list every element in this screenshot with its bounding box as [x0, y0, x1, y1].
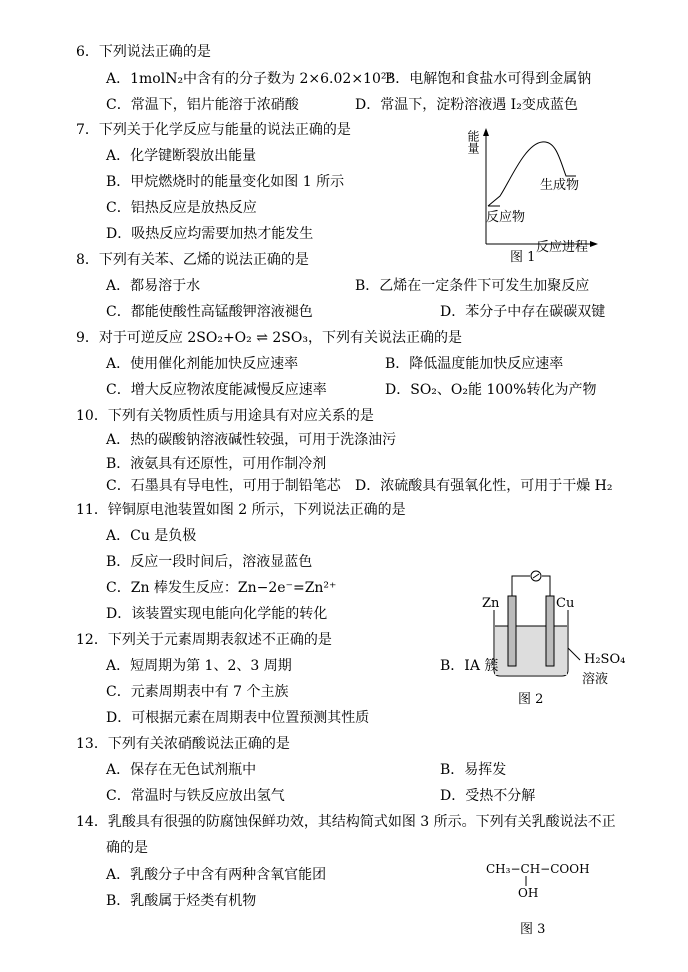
fig2-acid-label: H₂SO₄	[584, 652, 626, 667]
q12-stem: 12．下列关于元素周期表叙述不正确的是	[76, 632, 332, 648]
q12-option-a: A．短周期为第 1、2、3 周期	[106, 658, 292, 674]
q10-option-b: B．液氨具有还原性，可用作制冷剂	[106, 456, 327, 472]
fig3-formula: CH₃−CH−COOH	[486, 862, 590, 876]
q7-option-b: B．甲烷燃烧时的能量变化如图 1 所示	[106, 174, 345, 190]
q11-option-b: B．反应一段时间后，溶液显蓝色	[106, 554, 313, 570]
fig1-reactant-label: 反应物	[486, 210, 526, 225]
q12-option-b: B．ⅠA 簇	[440, 658, 499, 674]
q6-stem: 6．下列说法正确的是	[76, 44, 211, 60]
q8-stem: 8．下列有关苯、乙烯的说法正确的是	[76, 252, 309, 268]
fig3-caption: 图 3	[520, 922, 546, 937]
fig3-bond-line	[524, 876, 528, 886]
q13-option-c: C．常温时与铁反应放出氢气	[106, 788, 285, 804]
zn-electrode	[508, 596, 516, 666]
q7-stem: 7．下列关于化学反应与能量的说法正确的是	[76, 122, 351, 138]
q12-option-c: C．元素周期表中有 7 个主族	[106, 684, 289, 700]
q14-stem-line2: 确的是	[106, 840, 148, 856]
q14-stem-line1: 14．乳酸具有很强的防腐蚀保鲜功效，其结构简式如图 3 所示。下列有关乳酸说法不正	[76, 814, 616, 830]
fig1-caption: 图 1	[510, 250, 536, 265]
fig3-oh: OH	[518, 886, 539, 900]
fig2-cu-label: Cu	[556, 596, 575, 611]
q6-option-b: B．电解饱和食盐水可得到金属钠	[385, 71, 592, 87]
q6-option-d: D．常温下，淀粉溶液遇 I₂变成蓝色	[355, 97, 578, 113]
q13-stem: 13．下列有关浓硝酸说法正确的是	[76, 736, 290, 752]
q6-option-a: A．1molN₂中含有的分子数为 2×6.02×10²³	[106, 71, 393, 87]
q9-option-c: C．增大反应物浓度能减慢反应速率	[106, 382, 327, 398]
q6-option-c: C．常温下，铝片能溶于浓硝酸	[106, 97, 299, 113]
q9-option-a: A．使用催化剂能加快反应速率	[106, 356, 299, 372]
q11-stem: 11．锌铜原电池装置如图 2 所示，下列说法正确的是	[76, 502, 406, 518]
q8-option-a: A．都易溶于水	[106, 278, 201, 294]
q7-option-d: D．吸热反应均需要加热才能发生	[106, 226, 314, 242]
q11-option-d: D．该装置实现电能向化学能的转化	[106, 606, 328, 622]
q9-stem: 9．对于可逆反应 2SO₂+O₂ ⇌ 2SO₃，下列有关说法正确的是	[76, 330, 462, 346]
q10-stem: 10．下列有关物质性质与用途具有对应关系的是	[76, 408, 374, 424]
q11-option-a: A．Cu 是负极	[106, 528, 197, 544]
q9-option-d: D．SO₂、O₂能 100%转化为产物	[385, 382, 597, 398]
q13-option-a: A．保存在无色试剂瓶中	[106, 762, 257, 778]
fig2-caption: 图 2	[518, 692, 544, 707]
fig2-solution-label: 溶液	[582, 672, 609, 687]
q14-option-b: B．乳酸属于烃类有机物	[106, 893, 257, 909]
cu-electrode	[546, 596, 554, 666]
q13-option-b: B．易挥发	[440, 762, 507, 778]
q11-option-c: C．Zn 棒发生反应：Zn−2e⁻=Zn²⁺	[106, 580, 337, 596]
q8-option-c: C．都能使酸性高锰酸钾溶液褪色	[106, 304, 313, 320]
fig1-x-label: 反应进程	[536, 240, 589, 255]
q7-option-c: C．铝热反应是放热反应	[106, 200, 257, 216]
fig2-zn-label: Zn	[482, 596, 500, 611]
q8-option-d: D．苯分子中存在碳碳双键	[440, 304, 606, 320]
q9-option-b: B．降低温度能加快反应速率	[385, 356, 564, 372]
q8-option-b: B．乙烯在一定条件下可发生加聚反应	[355, 278, 590, 294]
fig1-y-label: 能量	[466, 130, 480, 154]
q10-option-d: D．浓硫酸具有强氧化性，可用于干燥 H₂	[355, 478, 613, 494]
q7-option-a: A．化学键断裂放出能量	[106, 148, 257, 164]
fig1-product-label: 生成物	[540, 178, 580, 193]
q10-option-a: A．热的碳酸钠溶液碱性较强，可用于洗涤油污	[106, 432, 397, 448]
q14-option-a: A．乳酸分子中含有两种含氧官能团	[106, 867, 327, 883]
q13-option-d: D．受热不分解	[440, 788, 536, 804]
q12-option-d: D．可根据元素在周期表中位置预测其性质	[106, 710, 370, 726]
q10-option-c: C．石墨具有导电性，可用于制铅笔芯	[106, 478, 341, 494]
